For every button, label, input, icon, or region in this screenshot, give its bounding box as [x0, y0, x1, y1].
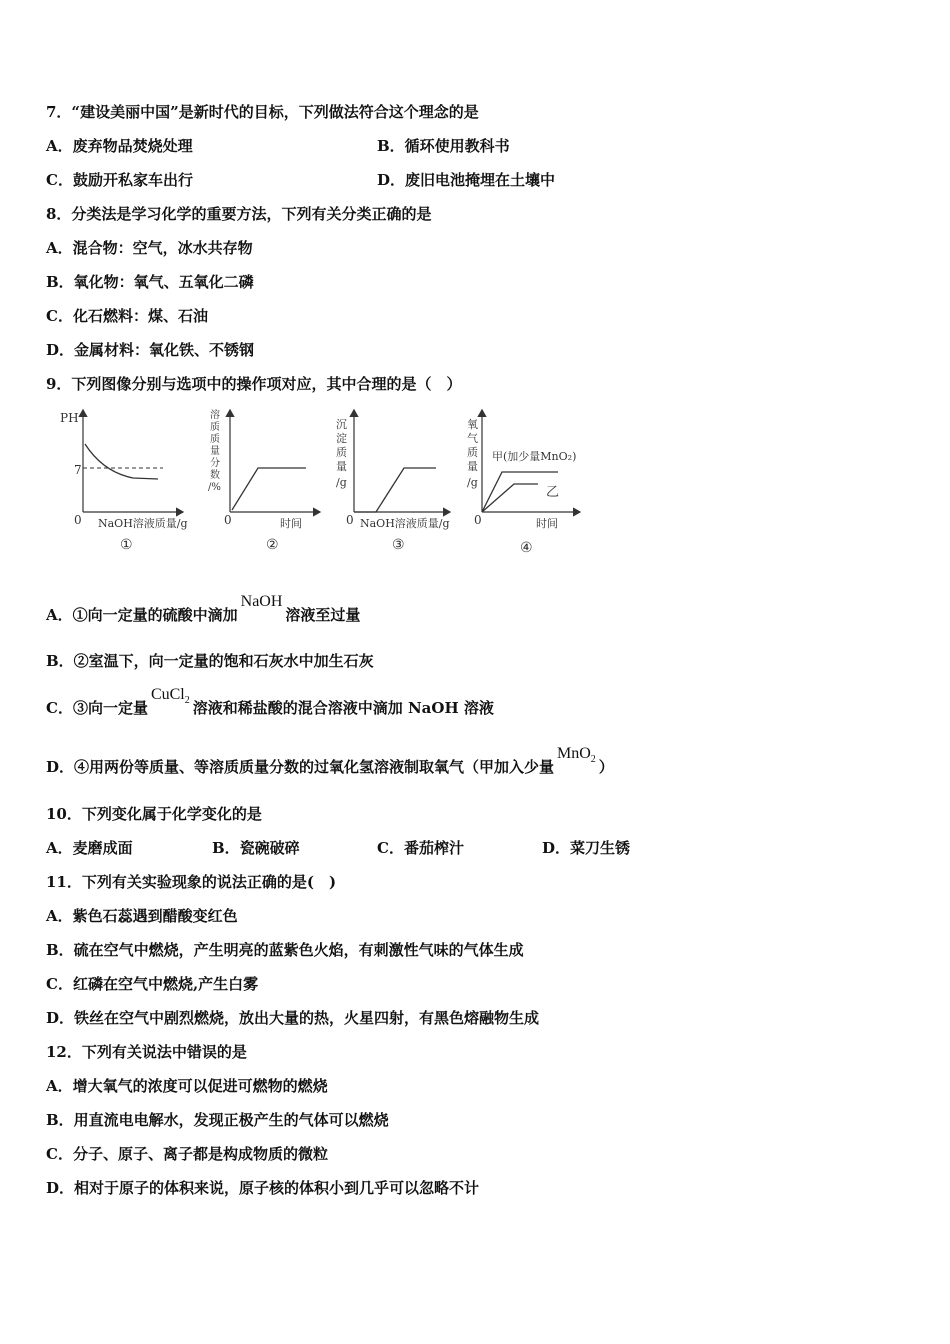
q8-option-a: A．混合物：空气，冰水共存物	[46, 239, 253, 257]
q12-stem: 12．下列有关说法中错误的是	[46, 1043, 247, 1061]
graph-4-number: ④	[520, 540, 533, 556]
graph-4-ylabel-3: 质	[467, 446, 478, 459]
graph-2	[208, 408, 320, 553]
q11-option-b: B．硫在空气中燃烧，产生明亮的蓝紫色火焰，有刺激性气味的气体生成	[46, 941, 524, 959]
q8-option-d: D．金属材料：氧化铁、不锈钢	[46, 341, 255, 359]
graph-2-ylabel-2: 质	[210, 422, 220, 433]
graph-3-line	[354, 468, 436, 512]
q9-option-d-formula	[557, 745, 596, 766]
graph-1-ylabel: PH	[60, 411, 79, 425]
q9-option-a-formula: NaOH	[240, 593, 283, 610]
q8-option-b: B．氧化物：氧气、五氧化二磷	[46, 273, 254, 291]
graph-4-zero: 0	[474, 513, 482, 527]
graph-3-zero: 0	[346, 513, 354, 527]
graph-1	[60, 410, 188, 553]
graph-3-ylabel-5: /g	[336, 476, 347, 489]
graph-3-xlabel: NaOH溶液质量/g	[360, 517, 450, 530]
graph-1-zero: 0	[74, 513, 82, 527]
q11-option-a: A．紫色石蕊遇到醋酸变红色	[46, 907, 238, 925]
q10-option-c: C．番茄榨汁	[377, 839, 464, 857]
graph-4-ylabel-2: 气	[467, 432, 478, 445]
graph-3	[336, 410, 450, 553]
graph-3-ylabel-3: 质	[336, 446, 347, 459]
q7-option-d: D．废旧电池掩埋在土壤中	[377, 171, 556, 189]
graph-2-xlabel: 时间	[280, 517, 302, 530]
q7-option-c: C．鼓励开私家车出行	[46, 171, 193, 189]
q9-stem: 9．下列图像分别与选项中的操作项对应，其中合理的是（ ）	[46, 375, 462, 393]
graph-4-ylabel-1: 氧	[467, 418, 478, 431]
graph-4-ylabel-5: /g	[467, 476, 478, 489]
q9-option-b: B．②室温下，向一定量的饱和石灰水中加生石灰	[46, 652, 374, 670]
graph-4-line-yi	[482, 484, 538, 512]
q9-option-c-pre: C．③向一定量	[46, 699, 148, 717]
graph-4-yi-label: 乙	[546, 485, 560, 500]
graph-4	[467, 410, 580, 556]
q10-option-a: A．麦磨成面	[46, 839, 133, 857]
q9-option-c-formula-main: CuCl	[150, 686, 185, 703]
graph-2-zero: 0	[224, 513, 232, 527]
q7-stem: 7．“建设美丽中国”是新时代的目标，下列做法符合这个理念的是	[46, 103, 479, 121]
q11-option-c: C．红磷在空气中燃烧,产生白雾	[46, 975, 259, 993]
q11-stem: 11．下列有关实验现象的说法正确的是( )	[46, 873, 337, 891]
q12-option-a: A．增大氧气的浓度可以促进可燃物的燃烧	[46, 1077, 328, 1095]
q10-option-b: B．瓷碗破碎	[212, 839, 300, 857]
graph-1-number: ①	[120, 537, 133, 553]
q9-option-c-formula	[150, 686, 190, 707]
graph-2-ylabel-3: 质	[210, 434, 220, 445]
q9-option-d-formula-main: MnO	[557, 745, 591, 762]
graph-3-ylabel-4: 量	[336, 460, 347, 473]
q12-option-c: C．分子、原子、离子都是构成物质的微粒	[46, 1145, 328, 1163]
graph-3-number: ③	[392, 537, 405, 553]
q9-option-d-pre: D．④用两份等质量、等溶质质量分数的过氧化氢溶液制取氧气（甲加入少量	[46, 758, 555, 776]
q7-option-a: A．废弃物品焚烧处理	[46, 137, 193, 155]
q12-option-b: B．用直流电电解水，发现正极产生的气体可以燃烧	[46, 1111, 389, 1129]
graph-2-line	[232, 468, 306, 510]
q9-option-d-post: ）	[598, 758, 614, 776]
q9-option-a-pre: A．①向一定量的硫酸中滴加	[46, 606, 238, 624]
q9-graphs-figure	[58, 402, 598, 562]
graph-4-ylabel-4: 量	[467, 460, 478, 473]
graph-4-jia-label: 甲(加少量MnO₂)	[492, 450, 577, 463]
q9-option-c-post: 溶液和稀盐酸的混合溶液中滴加 NaOH 溶液	[192, 699, 494, 717]
q9-option-d-formula-sub: 2	[590, 754, 596, 766]
q9-option-a-post: 溶液至过量	[285, 606, 361, 624]
q8-option-c: C．化石燃料：煤、石油	[46, 307, 208, 325]
q10-stem: 10．下列变化属于化学变化的是	[46, 805, 262, 823]
q10-option-d: D．菜刀生锈	[542, 839, 631, 857]
graph-2-ylabel-7: /%	[208, 482, 221, 493]
graph-2-ylabel-5: 分	[210, 458, 220, 469]
graph-1-seven: 7	[74, 463, 82, 477]
q7-option-b: B．循环使用教科书	[377, 137, 510, 155]
graph-3-ylabel-2: 淀	[336, 432, 347, 445]
graph-1-curve	[85, 444, 158, 479]
q9-option-d	[46, 745, 614, 784]
q9-option-c-formula-sub: 2	[184, 695, 190, 707]
q12-option-d: D．相对于原子的体积来说，原子核的体积小到几乎可以忽略不计	[46, 1179, 480, 1197]
q11-option-d: D．铁丝在空气中剧烈燃烧，放出大量的热，火星四射，有黑色熔融物生成	[46, 1009, 540, 1027]
q8-stem: 8．分类法是学习化学的重要方法，下列有关分类正确的是	[46, 205, 432, 223]
graph-2-ylabel-4: 量	[210, 446, 220, 457]
graph-2-ylabel-1: 溶	[210, 410, 220, 421]
graph-2-ylabel-6: 数	[210, 470, 220, 481]
graph-4-xlabel: 时间	[536, 517, 558, 530]
graph-1-xlabel: NaOH溶液质量/g	[98, 517, 188, 530]
graph-2-number: ②	[266, 537, 279, 553]
q9-option-c	[46, 686, 494, 725]
q9-option-a	[46, 593, 361, 626]
graph-3-ylabel-1: 沉	[336, 418, 347, 431]
